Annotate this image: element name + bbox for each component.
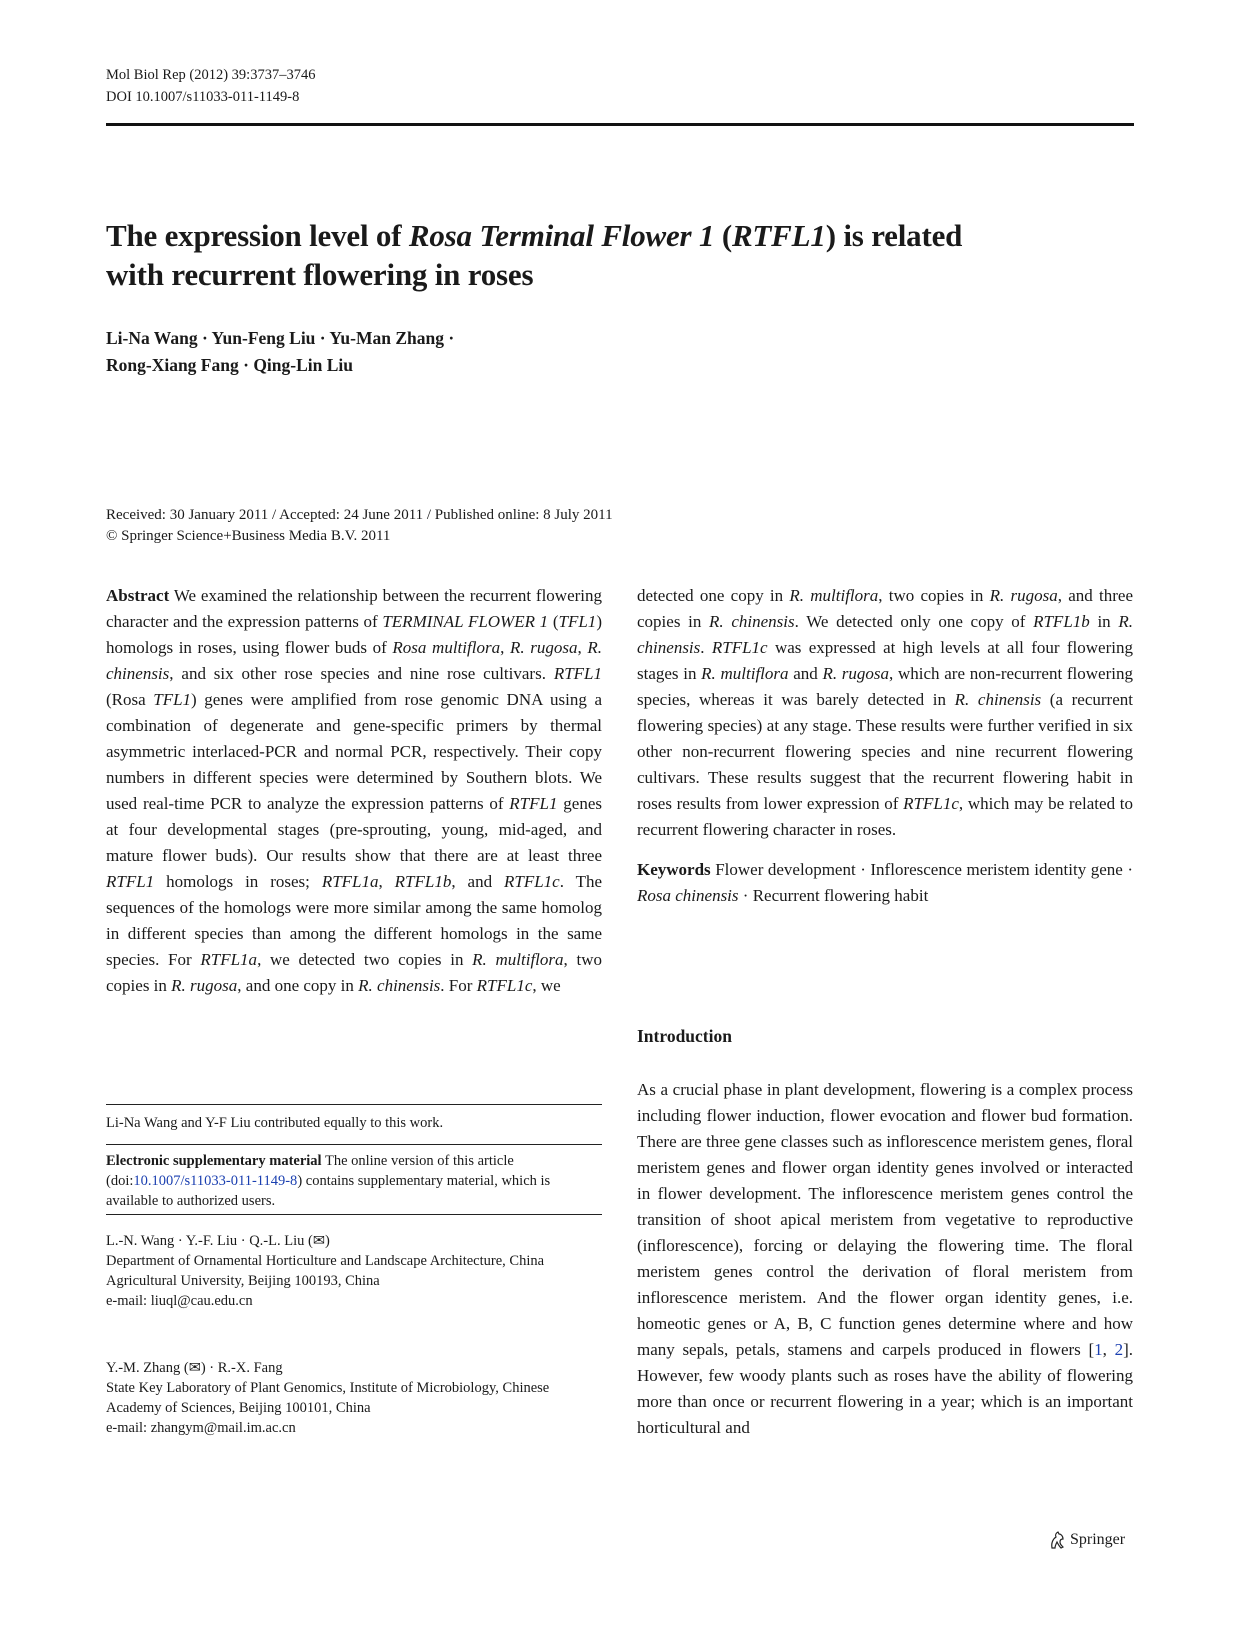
abstract-label: Abstract [106, 586, 170, 605]
publisher-logo [1048, 1530, 1125, 1550]
abstract-continuation: detected one copy in R. multiflora, two copies in R. rugosa, and three copies in R. chinensis. We detected only one copy of RTFL1b in R. chinensis. RTFL1c was expressed at high levels at all four flowering stages in R. multiflora and R. rugosa, which are non-recurrent flowering species, whereas it was barely detected in R. chinensis (a recurrent flowering species) at any stage. These results were further verified in six other non-recurrent flowering species and nine recurrent flowering cultivars. These results suggest that the recurrent flowering habit in roses results from lower expression of RTFL1c, which may be related to recurrent flowering character in roses. [637, 586, 1133, 839]
reference-link[interactable]: 2 [1114, 1340, 1124, 1359]
authors-line-2: Rong-Xiang Fang · Qing-Lin Liu [106, 355, 354, 375]
author-list [106, 325, 454, 379]
right-column [637, 583, 1133, 909]
keywords-label: Keywords [637, 860, 711, 879]
received-accepted-published: Received: 30 January 2011 / Accepted: 24 June 2011 / Published online: 8 July 2011 [106, 507, 613, 523]
doi: DOI 10.1007/s11033-011-1149-8 [106, 89, 300, 105]
footnote-rule [106, 1214, 602, 1215]
reference-link[interactable]: 1 [1094, 1340, 1103, 1359]
footnote-rule [106, 1104, 602, 1105]
authors-line-1: Li-Na Wang · Yun-Feng Liu · Yu-Man Zhang · [106, 328, 455, 348]
introduction-body: As a crucial phase in plant development, flowering is a complex process including flower induction, flower evocation and flower bud formation. There are three gene classes such as inflorescence meristem genes, floral meristem genes and flower organ identity genes involved or interacted in flower development. The inflorescence meristem genes control the transition of shoot apical meristem from vegetative to reproductive (inflorescence), forcing or delaying the flowering time. The floral meristem genes control the derivation of floral meristem from inflorescence meristem. And the flower organ identity genes, i.e. homeotic genes or A, B, C function genes determine where and how many sepals, petals, stamens and carpels produced in flowers [1, 2]. However, few woody plants such as roses have the ability of flowering more than once or recurrent flowering in a year; which is an important horticultural and [637, 1080, 1133, 1437]
keywords: Keywords Flower development · Inflorescence meristem identity gene · Rosa chinensis · Recurrent flowering habit [637, 860, 1133, 905]
publication-dates [106, 505, 613, 547]
footnote-esm: Electronic supplementary material The online version of this article (doi:10.1007/s11033-011-1149-8) contains supplementary material, which is available to authorized users. [106, 1153, 551, 1209]
paper-title: The expression level of Rosa Terminal Flower 1 (RTFL1) is related with recurrent flowering in roses [106, 218, 963, 292]
springer-horse-icon [1048, 1530, 1066, 1550]
left-column [106, 583, 602, 999]
footnote-rule [106, 1144, 602, 1145]
footnote-affiliation-1: L.-N. Wang · Y.-F. Liu · Q.-L. Liu (✉) Department of Ornamental Horticulture and Landscape Architecture, China Agricultural University, Beijing 100193, China e-mail: liuql@cau.edu.cn [106, 1233, 545, 1309]
copyright: © Springer Science+Business Media B.V. 2011 [106, 528, 391, 544]
footnote-affiliation-2: Y.-M. Zhang (✉) · R.-X. Fang State Key Laboratory of Plant Genomics, Institute of Microbiology, Chinese Academy of Sciences, Beijing 100101, China e-mail: zhangym@mail.im.ac.cn [106, 1360, 550, 1436]
journal-header [106, 64, 315, 108]
footnote-equal-contribution: Li-Na Wang and Y-F Liu contributed equally to this work. [106, 1115, 444, 1131]
publisher-name: Springer [1070, 1531, 1126, 1548]
journal-citation: Mol Biol Rep (2012) 39:3737–3746 [106, 67, 316, 83]
introduction-heading: Introduction [637, 1026, 732, 1046]
abstract: Abstract We examined the relationship between the recurrent flowering character and the expression patterns of TERMINAL FLOWER 1 (TFL1) homologs in roses, using flower buds of Rosa multiflora, R. rugosa, R. chinensis, and six other rose species and nine rose cultivars. RTFL1 (Rosa TFL1) genes were amplified from rose genomic DNA using a combination of degenerate and gene-specific primers by thermal asymmetric interlaced-PCR and normal PCR, respectively. Their copy numbers in different species were determined by Southern blots. We used real-time PCR to analyze the expression patterns of RTFL1 genes at four developmental stages (pre-sprouting, young, mid-aged, and mature flower buds). Our results show that there are at least three RTFL1 homologs in roses; RTFL1a, RTFL1b, and RTFL1c. The sequences of the homologs were more similar among the same homolog in different species than among the different homologs in the same species. For RTFL1a, we detected two copies in R. multiflora, two copies in R. rugosa, and one copy in R. chinensis. For RTFL1c, we [106, 586, 603, 995]
esm-doi-link[interactable]: 10.1007/s11033-011-1149-8 [133, 1173, 298, 1189]
header-rule [106, 123, 1134, 126]
